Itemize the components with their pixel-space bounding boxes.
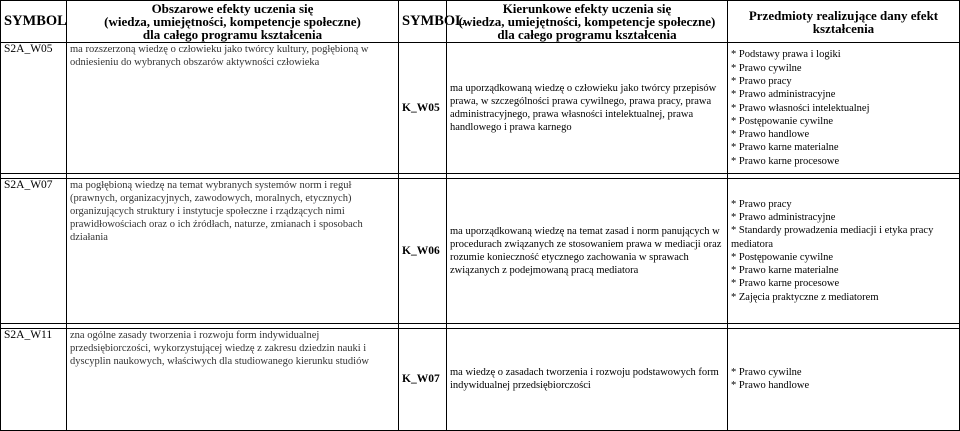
header-area-scope: dla całego programu kształcenia <box>142 27 323 43</box>
subject-item: * Prawo cywilne <box>731 62 802 74</box>
field-code: K_W06 <box>399 179 447 324</box>
field-description: ma wiedzę o zasadach tworzenia i rozwoju podstawowych form indywidualnej przedsiębiorczości <box>447 328 728 430</box>
subject-item: * Prawo pracy <box>731 198 792 210</box>
subject-item: * Prawo karne procesowe <box>731 155 840 167</box>
header-symbol-field: SYMBOL <box>399 1 447 43</box>
area-description: ma pogłębioną wiedzę na temat wybranych systemów norm i reguł (prawnych, organizacyjnych, zawodowych, moralnych, etycznych) organizujących struktury i instytucje społeczne i rządzących nimi prawidłowościach oraz o ich źródłach, naturze, zmianach i sposobach działania <box>67 179 399 324</box>
header-field-title: Kierunkowe efekty uczenia się <box>502 1 672 17</box>
table-row <box>1 43 960 174</box>
area-description: ma rozszerzoną wiedzę o człowieku jako twórcy kultury, pogłębioną w odniesieniu do wybranych obszarów aktywności człowieka <box>67 43 399 174</box>
subject-item: * Prawo administracyjne <box>731 211 836 223</box>
subject-item: * Prawo handlowe <box>731 129 810 141</box>
field-code: K_W07 <box>399 328 447 430</box>
area-code: S2A_W11 <box>1 328 67 430</box>
subject-item: * Podstawy prawa i logiki <box>731 49 841 61</box>
subject-item: * Postępowanie cywilne <box>731 251 834 263</box>
subject-item: * Prawo własności intelektualnej <box>731 102 870 114</box>
header-row <box>1 1 960 43</box>
subject-item: * Prawo karne materialne <box>731 265 839 277</box>
subject-item: * Postępowanie cywilne <box>731 115 834 127</box>
header-field-outcomes <box>447 1 728 43</box>
subjects-list <box>728 179 960 324</box>
subject-item: * Prawo handlowe <box>731 380 810 392</box>
subject-item: * Prawo cywilne <box>731 367 802 379</box>
subjects-list <box>728 328 960 430</box>
field-description: ma uporządkowaną wiedzę o człowieku jako twórcy przepisów prawa, w szczególności prawa cywilnego, prawa pracy, prawa administracyjnego, prawa własności intelektualnej, prawa handlowego i prawa karnego <box>447 43 728 174</box>
header-field-scope: dla całego programu kształcenia <box>497 27 677 43</box>
subject-item: * Prawo karne procesowe <box>731 278 840 290</box>
header-symbol-area: SYMBOL <box>1 1 67 43</box>
header-field-subtitle: (wiedza, umiejętności, kompetencje społeczne) <box>458 14 716 30</box>
header-area-title: Obszarowe efekty uczenia się <box>151 1 314 17</box>
subject-item: * Zajęcia praktyczne z mediatorem <box>731 291 879 303</box>
area-code: S2A_W07 <box>1 179 67 324</box>
field-code: K_W05 <box>399 43 447 174</box>
table-row <box>1 328 960 430</box>
subjects-list <box>728 43 960 174</box>
subject-item: * Prawo pracy <box>731 76 792 87</box>
area-description: zna ogólne zasady tworzenia i rozwoju form indywidualnej przedsiębiorczości, wykorzystującej wiedzę z zakresu dziedzin nauki i dyscyplin naukowych, właściwych dla studiowanego kierunku studiów <box>67 328 399 430</box>
header-subjects: Przedmioty realizujące dany efekt kształcenia <box>728 1 960 43</box>
subject-item: * Prawo administracyjne <box>731 89 836 101</box>
subject-item: * Prawo karne materialne <box>731 142 839 154</box>
field-description: ma uporządkowaną wiedzę na temat zasad i norm panujących w procedurach związanych ze stosowaniem prawa w mediacji oraz rozumie konieczność etycznego zachowania w sprawach związanych z podejmowaną pracą mediatora <box>447 179 728 324</box>
area-code: S2A_W05 <box>1 43 67 174</box>
header-area-outcomes <box>67 1 399 43</box>
table-row <box>1 179 960 324</box>
subject-item: * Standardy prowadzenia mediacji i etyka pracy mediatora <box>731 225 934 250</box>
header-area-subtitle: (wiedza, umiejętności, kompetencje społeczne) <box>104 14 361 30</box>
